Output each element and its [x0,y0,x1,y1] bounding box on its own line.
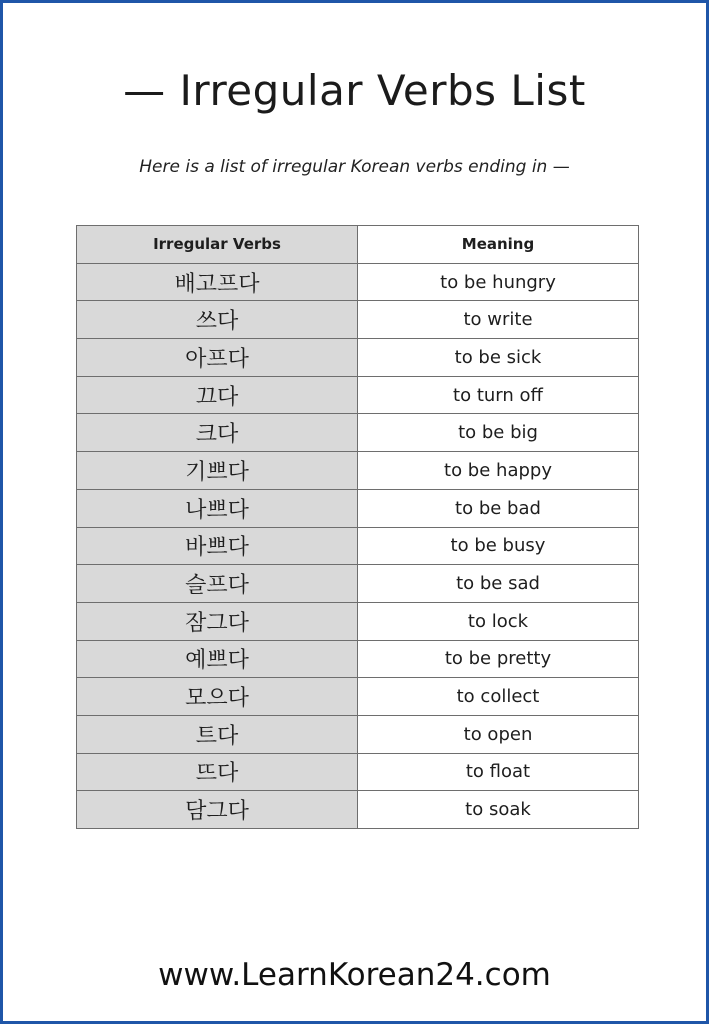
korean-verb-cell: 담그다 [77,791,358,829]
meaning-cell: to float [358,753,639,791]
korean-verb-cell: 바쁘다 [77,527,358,565]
table-header-row [77,226,639,264]
table-row [77,602,639,640]
korean-verb-cell: 트다 [77,715,358,753]
meaning-cell: to be sad [358,565,639,603]
table-row [77,301,639,339]
korean-verb-cell: 예쁘다 [77,640,358,678]
korean-verb-cell: 크다 [77,414,358,452]
table-row [77,565,639,603]
meaning-cell: to lock [358,602,639,640]
page-title: — Irregular Verbs List [123,66,586,115]
table-row [77,753,639,791]
meaning-cell: to turn off [358,376,639,414]
table-row [77,527,639,565]
korean-verb-cell: 슬프다 [77,565,358,603]
korean-verb-cell: 뜨다 [77,753,358,791]
korean-verb-cell: 나쁘다 [77,489,358,527]
table-row [77,640,639,678]
table-row [77,339,639,377]
meaning-cell: to open [358,715,639,753]
column-header-meaning: Meaning [358,226,639,264]
page-subtitle: Here is a list of irregular Korean verbs ending in — [139,157,570,177]
meaning-cell: to be sick [358,339,639,377]
korean-verb-cell: 잠그다 [77,602,358,640]
table-row [77,414,639,452]
table-row [77,263,639,301]
column-header-irregular-verbs: Irregular Verbs [77,226,358,264]
table-row [77,489,639,527]
website-footer: www.LearnKorean24.com [158,957,551,993]
korean-verb-cell: 쓰다 [77,301,358,339]
korean-verb-cell: 모으다 [77,678,358,716]
meaning-cell: to be bad [358,489,639,527]
korean-verb-cell: 아프다 [77,339,358,377]
table-row [77,715,639,753]
table-row [77,376,639,414]
korean-verb-cell: 끄다 [77,376,358,414]
meaning-cell: to write [358,301,639,339]
meaning-cell: to be happy [358,452,639,490]
meaning-cell: to collect [358,678,639,716]
table-row [77,678,639,716]
meaning-cell: to soak [358,791,639,829]
korean-verb-cell: 기쁘다 [77,452,358,490]
meaning-cell: to be pretty [358,640,639,678]
verbs-table [76,225,639,829]
meaning-cell: to be big [358,414,639,452]
korean-verb-cell: 배고프다 [77,263,358,301]
meaning-cell: to be hungry [358,263,639,301]
table-row [77,452,639,490]
table-row [77,791,639,829]
meaning-cell: to be busy [358,527,639,565]
table-body [77,263,639,828]
